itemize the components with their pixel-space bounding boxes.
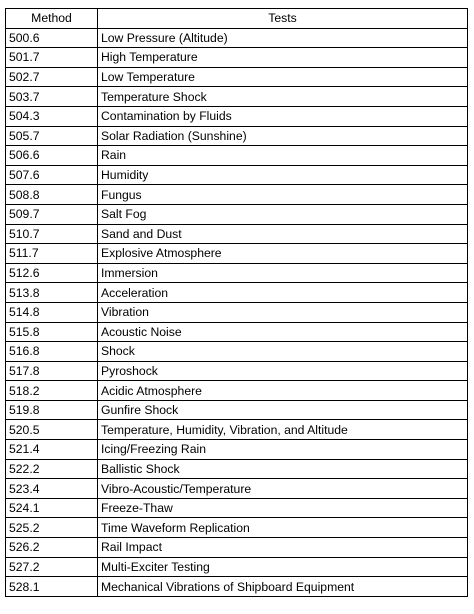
table-row bbox=[6, 302, 468, 322]
test-cell: Acidic Atmosphere bbox=[98, 381, 468, 401]
test-cell: Icing/Freezing Rain bbox=[98, 440, 468, 460]
test-cell: Gunfire Shock bbox=[98, 400, 468, 420]
table-row bbox=[6, 106, 468, 126]
method-cell: 527.2 bbox=[6, 557, 98, 577]
method-cell: 523.4 bbox=[6, 479, 98, 499]
test-cell: Multi-Exciter Testing bbox=[98, 557, 468, 577]
table-row bbox=[6, 322, 468, 342]
test-cell: Contamination by Fluids bbox=[98, 106, 468, 126]
test-cell: Pyroshock bbox=[98, 361, 468, 381]
table-row bbox=[6, 126, 468, 146]
method-cell: 510.7 bbox=[6, 224, 98, 244]
table-row bbox=[6, 87, 468, 107]
table-row bbox=[6, 185, 468, 205]
test-methods-table bbox=[5, 8, 468, 597]
table-row bbox=[6, 381, 468, 401]
test-cell: Explosive Atmosphere bbox=[98, 244, 468, 264]
test-cell: Humidity bbox=[98, 165, 468, 185]
method-cell: 522.2 bbox=[6, 459, 98, 479]
method-cell: 511.7 bbox=[6, 244, 98, 264]
test-cell: Ballistic Shock bbox=[98, 459, 468, 479]
method-cell: 520.5 bbox=[6, 420, 98, 440]
test-cell: Acceleration bbox=[98, 283, 468, 303]
method-cell: 525.2 bbox=[6, 518, 98, 538]
method-cell: 524.1 bbox=[6, 498, 98, 518]
test-cell: Mechanical Vibrations of Shipboard Equipment bbox=[98, 577, 468, 597]
table-header-row bbox=[6, 9, 468, 29]
test-cell: Acoustic Noise bbox=[98, 322, 468, 342]
test-cell: Time Waveform Replication bbox=[98, 518, 468, 538]
method-cell: 526.2 bbox=[6, 538, 98, 558]
test-cell: High Temperature bbox=[98, 48, 468, 68]
test-cell: Sand and Dust bbox=[98, 224, 468, 244]
test-cell: Rail Impact bbox=[98, 538, 468, 558]
test-cell: Temperature Shock bbox=[98, 87, 468, 107]
header-tests: Tests bbox=[98, 9, 468, 29]
table-row bbox=[6, 165, 468, 185]
table-row bbox=[6, 244, 468, 264]
method-cell: 509.7 bbox=[6, 204, 98, 224]
method-cell: 502.7 bbox=[6, 67, 98, 87]
method-cell: 517.8 bbox=[6, 361, 98, 381]
table-row bbox=[6, 479, 468, 499]
test-cell: Temperature, Humidity, Vibration, and Altitude bbox=[98, 420, 468, 440]
method-cell: 514.8 bbox=[6, 302, 98, 322]
method-cell: 500.6 bbox=[6, 28, 98, 48]
test-cell: Salt Fog bbox=[98, 204, 468, 224]
method-cell: 512.6 bbox=[6, 263, 98, 283]
table-row bbox=[6, 204, 468, 224]
test-cell: Low Pressure (Altitude) bbox=[98, 28, 468, 48]
table-row bbox=[6, 518, 468, 538]
table-row bbox=[6, 400, 468, 420]
table-row bbox=[6, 577, 468, 597]
test-cell: Rain bbox=[98, 146, 468, 166]
method-cell: 504.3 bbox=[6, 106, 98, 126]
method-cell: 501.7 bbox=[6, 48, 98, 68]
test-cell: Fungus bbox=[98, 185, 468, 205]
method-cell: 513.8 bbox=[6, 283, 98, 303]
table-row bbox=[6, 342, 468, 362]
table-row bbox=[6, 28, 468, 48]
method-cell: 519.8 bbox=[6, 400, 98, 420]
test-cell: Immersion bbox=[98, 263, 468, 283]
test-cell: Vibro-Acoustic/Temperature bbox=[98, 479, 468, 499]
method-cell: 521.4 bbox=[6, 440, 98, 460]
method-cell: 518.2 bbox=[6, 381, 98, 401]
table-row bbox=[6, 420, 468, 440]
method-cell: 508.8 bbox=[6, 185, 98, 205]
table-body bbox=[6, 28, 468, 596]
test-methods-table-container bbox=[5, 8, 467, 597]
table-row bbox=[6, 224, 468, 244]
table-row bbox=[6, 361, 468, 381]
table-row bbox=[6, 557, 468, 577]
method-cell: 516.8 bbox=[6, 342, 98, 362]
method-cell: 503.7 bbox=[6, 87, 98, 107]
table-row bbox=[6, 459, 468, 479]
table-row bbox=[6, 283, 468, 303]
method-cell: 505.7 bbox=[6, 126, 98, 146]
method-cell: 506.6 bbox=[6, 146, 98, 166]
method-cell: 507.6 bbox=[6, 165, 98, 185]
test-cell: Low Temperature bbox=[98, 67, 468, 87]
header-method: Method bbox=[6, 9, 98, 29]
test-cell: Solar Radiation (Sunshine) bbox=[98, 126, 468, 146]
table-row bbox=[6, 440, 468, 460]
method-cell: 515.8 bbox=[6, 322, 98, 342]
table-row bbox=[6, 67, 468, 87]
test-cell: Shock bbox=[98, 342, 468, 362]
test-cell: Freeze-Thaw bbox=[98, 498, 468, 518]
method-cell: 528.1 bbox=[6, 577, 98, 597]
table-row bbox=[6, 146, 468, 166]
test-cell: Vibration bbox=[98, 302, 468, 322]
table-row bbox=[6, 538, 468, 558]
table-row bbox=[6, 498, 468, 518]
table-row bbox=[6, 48, 468, 68]
table-row bbox=[6, 263, 468, 283]
